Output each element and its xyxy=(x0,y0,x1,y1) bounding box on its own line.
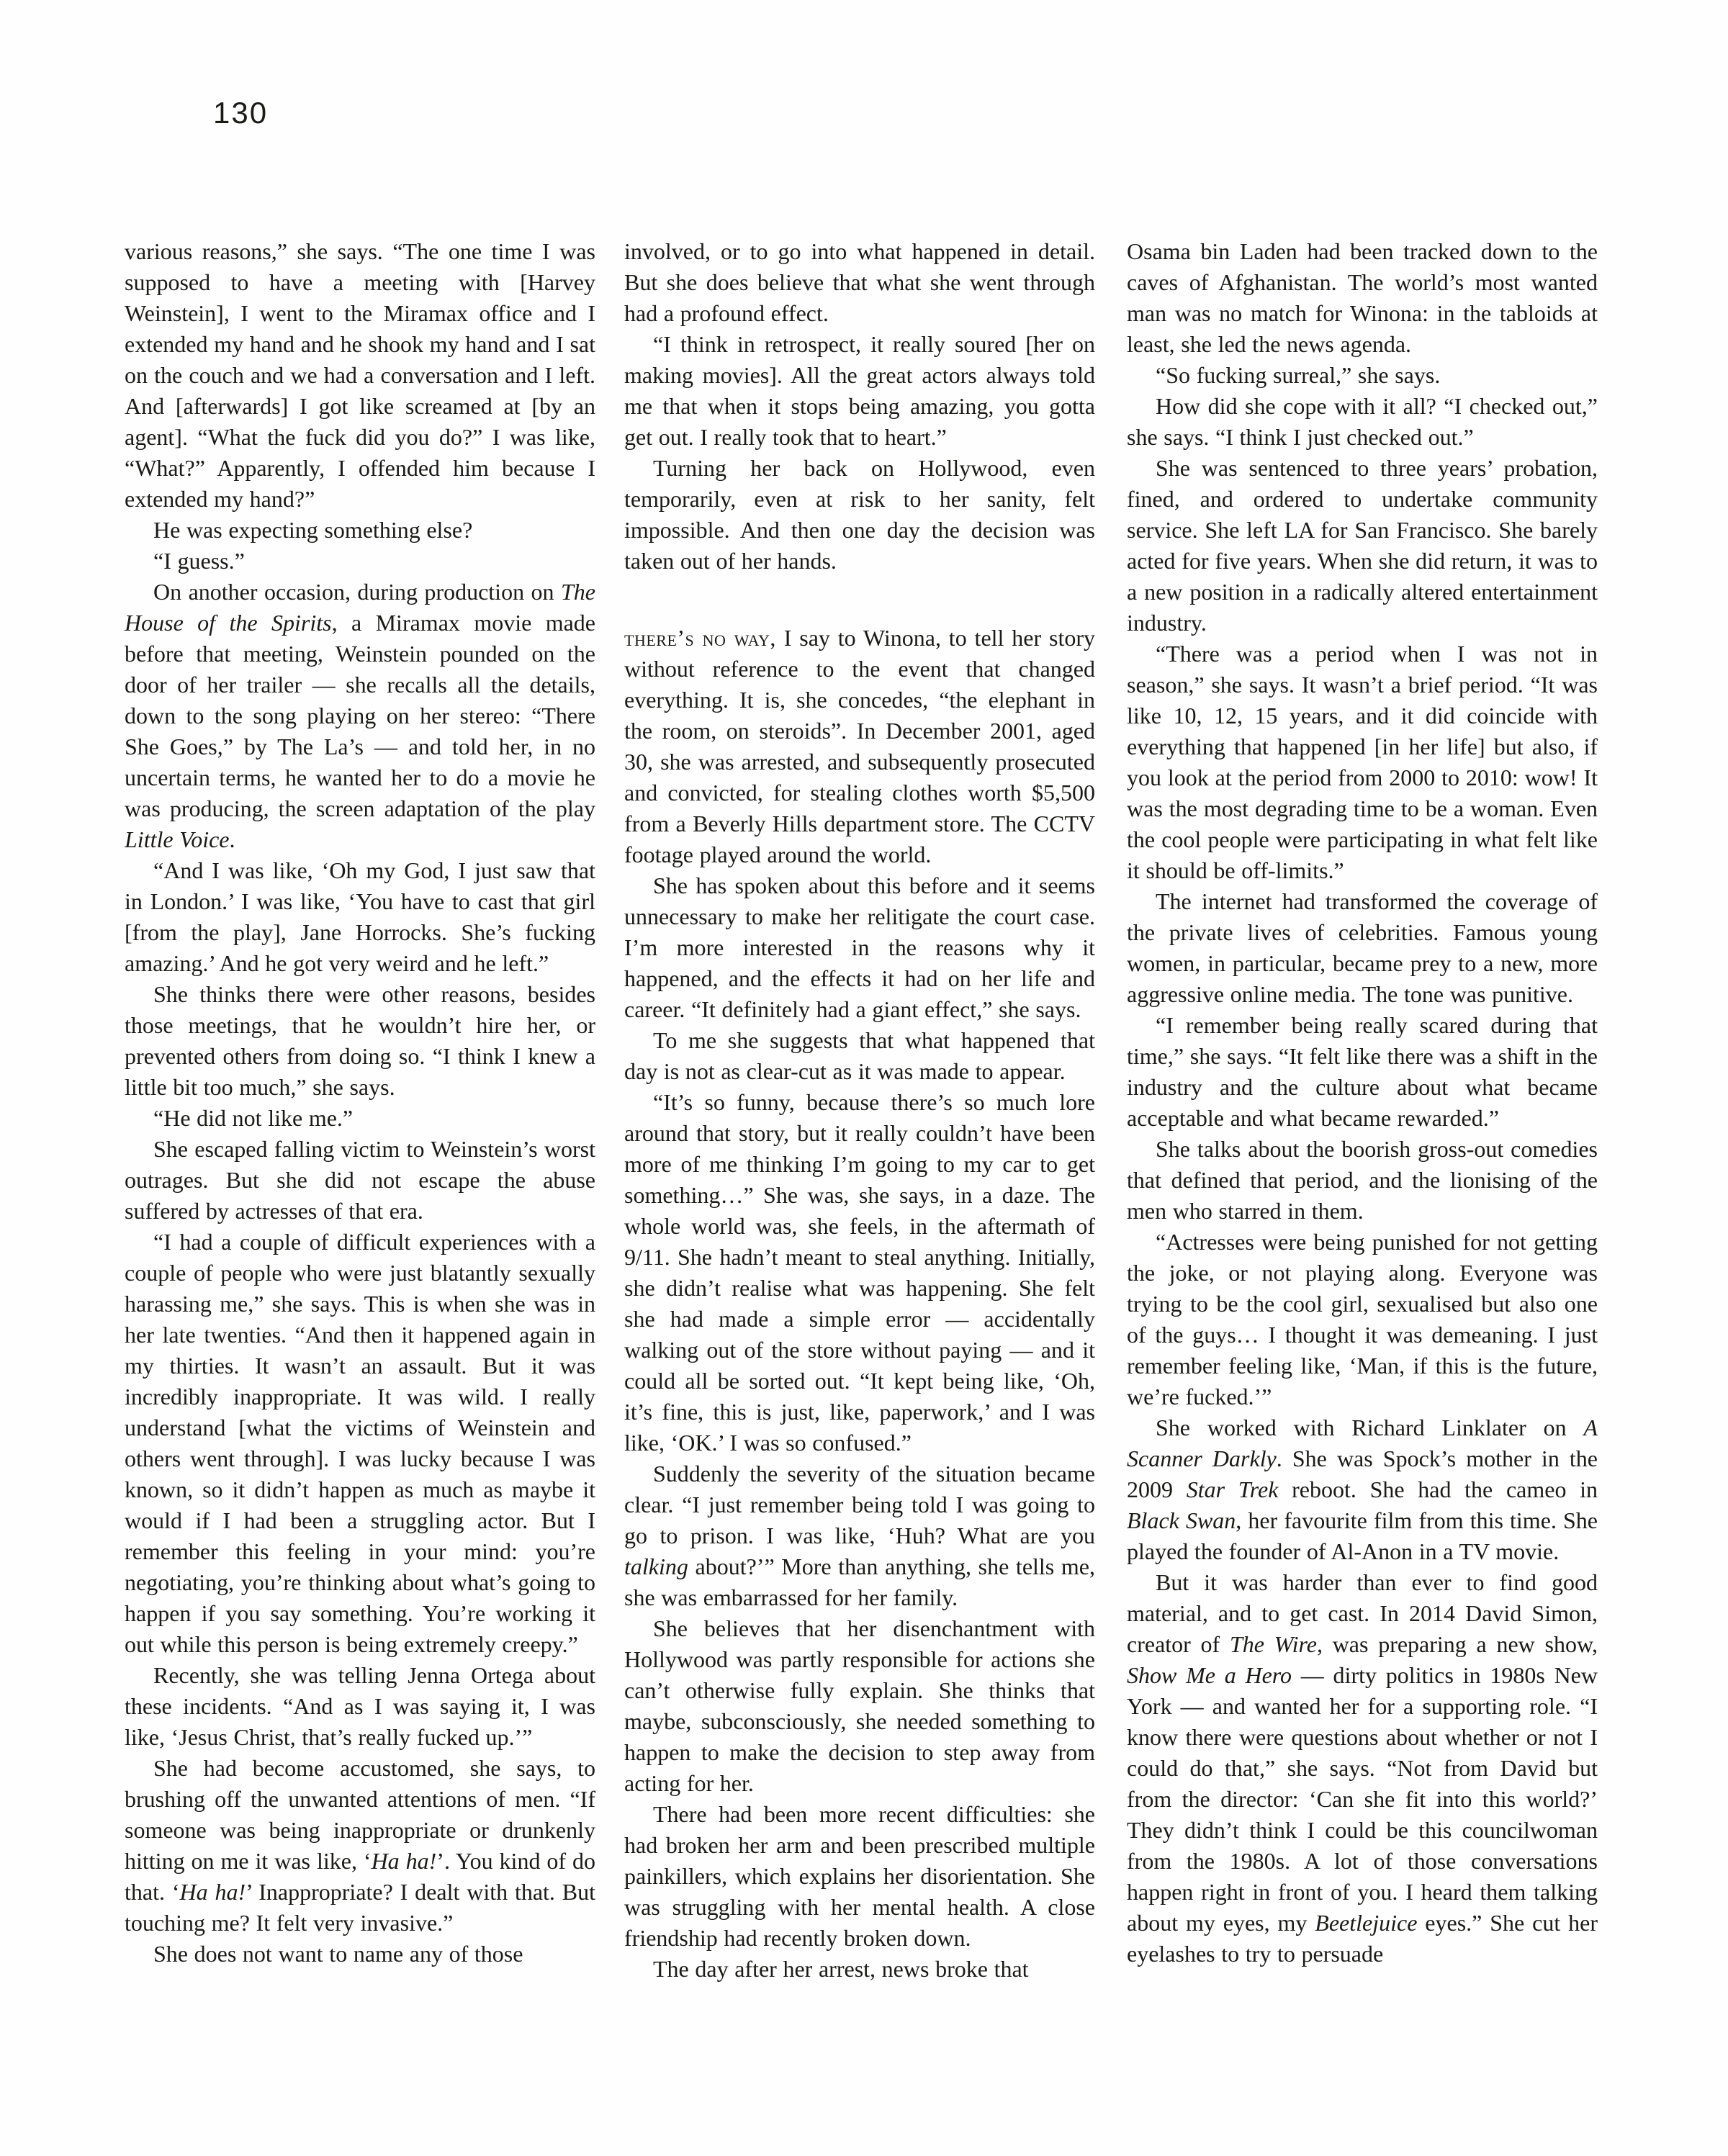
page-number: 130 xyxy=(213,96,269,130)
text-run: She worked with Richard Linklater on xyxy=(1156,1415,1584,1440)
text-run: She escaped falling victim to Weinstein’s worst outrages. But she did not escape the abuse suffered by actresses of that era. xyxy=(125,1136,595,1224)
paragraph xyxy=(125,577,595,855)
paragraph xyxy=(1127,1134,1598,1227)
paragraph xyxy=(624,870,1095,1025)
paragraph xyxy=(624,236,1095,329)
text-run: She had become accustomed, she says, to brushing off the unwanted attentions of men. “If someone was being inappropriate or drunkenly hitting on me it was like, ‘ xyxy=(125,1755,595,1874)
text-run: But it was harder than ever to find good material, and to get cast. In 2014 David Simon, creator of xyxy=(1127,1569,1598,1657)
text-run: “So fucking surreal,” she says. xyxy=(1156,362,1441,388)
text-run: She thinks there were other reasons, besides those meetings, that he wouldn’t hire her, or prevented others from doing so. “I think I knew a little bit too much,” she says. xyxy=(125,981,595,1100)
paragraph xyxy=(125,1103,595,1134)
text-run: various reasons,” she says. “The one time I was supposed to have a meeting with [Harvey Weinstein], I went to the Miramax office and I extended my hand and he shook my hand and I sat on the couch and we had a conversation and I left. And [afterwards] I got like screamed at [by an agent]. “What the fuck did you do?” I was like, “What?” Apparently, I offended him because I extended my hand?” xyxy=(125,238,595,512)
text-column-3 xyxy=(1127,236,1598,1970)
paragraph xyxy=(125,855,595,979)
paragraph xyxy=(1127,886,1598,1010)
text-run: “I remember being really scared during that time,” she says. “It felt like there was a shift in the industry and the culture about what became acceptable and what became rewarded.” xyxy=(1127,1012,1598,1131)
paragraph xyxy=(125,1753,595,1939)
italic-run: talking xyxy=(624,1553,688,1579)
paragraph xyxy=(1127,391,1598,453)
text-run: She was sentenced to three years’ probation, fined, and ordered to undertake community service. She left LA for San Francisco. She barely acted for five years. When she did return, it was to a new position in a radically altered entertainment industry. xyxy=(1127,455,1598,636)
italic-run: A Scanner Darkly xyxy=(1127,1415,1598,1471)
paragraph xyxy=(624,1087,1095,1458)
text-run: reboot. She had the cameo in xyxy=(1278,1476,1598,1502)
paragraph xyxy=(1127,453,1598,639)
text-run: , a Miramax movie made before that meeting, Weinstein pounded on the door of her trailer — she recalls all the details, down to the song playing on her stereo: “There She Goes,” by The La’s — and told her, in no uncertain terms, he wanted her to do a movie he was producing, the screen adaptation of the play xyxy=(125,610,596,821)
text-run: “I think in retrospect, it really soured [her on making movies]. All the great actors always told me that when it stops being amazing, you gotta get out. I really took that to heart.” xyxy=(624,331,1095,450)
paragraph xyxy=(624,1613,1095,1799)
text-run: , her favourite film from this time. She played the founder of Al-Anon in a TV movie. xyxy=(1127,1507,1598,1564)
text-run: about?’” More than anything, she tells me, she was embarrassed for her family. xyxy=(624,1553,1095,1610)
paragraph xyxy=(125,1660,595,1753)
paragraph xyxy=(1127,1010,1598,1134)
text-run: Suddenly the severity of the situation became clear. “I just remember being told I was going to go to prison. I was like, ‘Huh? What are you xyxy=(624,1461,1095,1548)
italic-run: Beetlejuice xyxy=(1315,1910,1418,1936)
text-run: She has spoken about this before and it seems unnecessary to make her relitigate the court case. I’m more interested in the reasons why it happened, and the effects it had on her life and career. “It definitely had a giant effect,” she says. xyxy=(624,872,1095,1022)
paragraph xyxy=(1127,360,1598,391)
text-run: Recently, she was telling Jenna Ortega about these incidents. “And as I was saying it, I was like, ‘Jesus Christ, that’s really fucked up.’” xyxy=(125,1662,595,1750)
paragraph xyxy=(1127,1412,1598,1567)
paragraph xyxy=(125,1134,595,1227)
text-run: She talks about the boorish gross-out comedies that defined that period, and the lionising of the men who starred in them. xyxy=(1127,1136,1598,1224)
text-run: He was expecting something else? xyxy=(153,517,473,543)
paragraph xyxy=(624,1025,1095,1087)
italic-run: Little Voice xyxy=(125,826,230,852)
paragraph xyxy=(624,1799,1095,1954)
italic-run: Ha ha! xyxy=(371,1848,437,1874)
italic-run: Star Trek xyxy=(1186,1476,1279,1502)
text-run: “He did not like me.” xyxy=(153,1105,354,1131)
text-run: On another occasion, during production on xyxy=(153,579,561,605)
paragraph xyxy=(125,515,595,546)
text-run: “It’s so funny, because there’s so much lore around that story, but it really couldn’t have been more of me thinking I’m going to my car to get something…” She was, she says, in a daze. The whole world was, she feels, in the aftermath of 9/11. She hadn’t meant to steal anything. Initially, she didn’t realise what was happening. She felt she had made a simple error — accidentally walking out of the store without paying — and it could all be sorted out. “It kept being like, ‘Oh, it’s fine, this is just, like, paperwork,’ and I was like, ‘OK.’ I was so confused.” xyxy=(624,1089,1095,1456)
text-run: There had been more recent difficulties: she had broken her arm and been prescribed multiple painkillers, which explains her disorientation. She was struggling with her mental health. A close friendship had recently broken down. xyxy=(624,1801,1095,1951)
text-run: “I had a couple of difficult experiences with a couple of people who were just blatantly sexually harassing me,” she says. This is when she was in her late twenties. “And then it happened again in my thirties. It wasn’t an assault. But it was incredibly inappropriate. It was wild. I really understand [what the victims of Weinstein and others went through]. I was lucky because I was known, so it didn’t happen as much as maybe it would if I had been a struggling actor. But I remember this feeling in your mind: you’re negotiating, you’re thinking about what’s going to happen if you say something. You’re working it out while this person is being extremely creepy.” xyxy=(125,1229,595,1657)
text-run: The internet had transformed the coverage of the private lives of celebrities. Famous young women, in particular, became prey to a new, more aggressive online media. The tone was punitive. xyxy=(1127,888,1598,1007)
paragraph xyxy=(1127,1567,1598,1970)
paragraph xyxy=(1127,639,1598,886)
text-run: The day after her arrest, news broke that xyxy=(653,1956,1029,1982)
paragraph xyxy=(624,1954,1095,1985)
italic-run: The House of the Spirits xyxy=(125,579,595,636)
smallcaps-run: there’s no way, xyxy=(624,625,776,651)
text-run: Osama bin Laden had been tracked down to the caves of Afghanistan. The world’s most wanted man was no match for Winona: in the tabloids at least, she led the news agenda. xyxy=(1127,238,1598,357)
text-run: She believes that her disenchantment with Hollywood was partly responsible for actions she can’t otherwise fully explain. She thinks that maybe, subconsciously, she needed something to happen to make the decision to step away from acting for her. xyxy=(624,1615,1095,1796)
text-run: She does not want to name any of those xyxy=(153,1941,523,1967)
paragraph xyxy=(125,1227,595,1660)
paragraph xyxy=(1127,1227,1598,1412)
text-run: “There was a period when I was not in season,” she says. It wasn’t a brief period. “It was like 10, 12, 15 years, and it did coincide with everything that happened [in her life] but also, if you look at the period from 2000 to 2010: wow! It was the most degrading time to be a woman. Even the cool people were participating in what felt like it should be off-limits.” xyxy=(1127,641,1598,883)
paragraph xyxy=(624,623,1095,870)
text-run: . xyxy=(229,826,235,852)
paragraph xyxy=(1127,236,1598,360)
paragraph xyxy=(624,453,1095,577)
text-run: eyes.” She cut her eyelashes to try to persuade xyxy=(1127,1910,1598,1967)
paragraph xyxy=(624,1458,1095,1613)
text-run: ’ Inappropriate? I dealt with that. But touching me? It felt very invasive.” xyxy=(125,1879,596,1936)
italic-run: Show Me a Hero xyxy=(1127,1662,1292,1688)
paragraph xyxy=(624,329,1095,453)
italic-run: Black Swan xyxy=(1127,1507,1236,1533)
italic-run: Ha ha! xyxy=(179,1879,246,1905)
text-run: — dirty politics in 1980s New York — and wanted her for a supporting role. “I know there were questions about whether or not I could do that,” she says. “Not from David but from the director: ‘Can she fit into this world?’ They didn’t think I could be this councilwoman from the 1980s. A lot of those conversations happen right in front of you. I heard them talking about my eyes, my xyxy=(1127,1662,1598,1936)
text-run: Turning her back on Hollywood, even temporarily, even at risk to her sanity, felt impossible. And then one day the decision was taken out of her hands. xyxy=(624,455,1095,574)
paragraph xyxy=(125,1939,595,1970)
italic-run: The Wire xyxy=(1229,1631,1317,1657)
text-run: involved, or to go into what happened in detail. But she does believe that what she went through had a profound effect. xyxy=(624,238,1095,326)
text-run: How did she cope with it all? “I checked out,” she says. “I think I just checked out.” xyxy=(1127,393,1598,450)
paragraph xyxy=(125,546,595,577)
paragraph xyxy=(125,979,595,1103)
text-run: To me she suggests that what happened that day is not as clear-cut as it was made to appear. xyxy=(624,1027,1095,1084)
text-run: “And I was like, ‘Oh my God, I just saw that in London.’ I was like, ‘You have to cast that girl [from the play], Jane Horrocks. She’s fucking amazing.’ And he got very weird and he left.” xyxy=(125,857,595,976)
text-column-2 xyxy=(624,236,1095,1985)
text-run: “Actresses were being punished for not getting the joke, or not playing along. Everyone was trying to be the cool girl, sexualised but also one of the guys… I thought it was demeaning. I just remember feeling like, ‘Man, if this is the future, we’re fucked.’” xyxy=(1127,1229,1598,1409)
text-run: I say to Winona, to tell her story without reference to the event that changed everything. It is, she concedes, “the elephant in the room, on steroids”. In December 2001, aged 30, she was arrested, and subsequently prosecuted and convicted, for stealing clothes worth $5,500 from a Beverly Hills department store. The CCTV footage played around the world. xyxy=(624,625,1096,867)
text-run: “I guess.” xyxy=(153,548,245,574)
text-run: . She was Spock’s mother in the 2009 xyxy=(1127,1445,1598,1502)
paragraph xyxy=(125,236,595,515)
text-run: ’. You kind of do that. ‘ xyxy=(125,1848,596,1905)
text-column-1 xyxy=(125,236,595,1970)
text-run: , was preparing a new show, xyxy=(1316,1631,1598,1657)
